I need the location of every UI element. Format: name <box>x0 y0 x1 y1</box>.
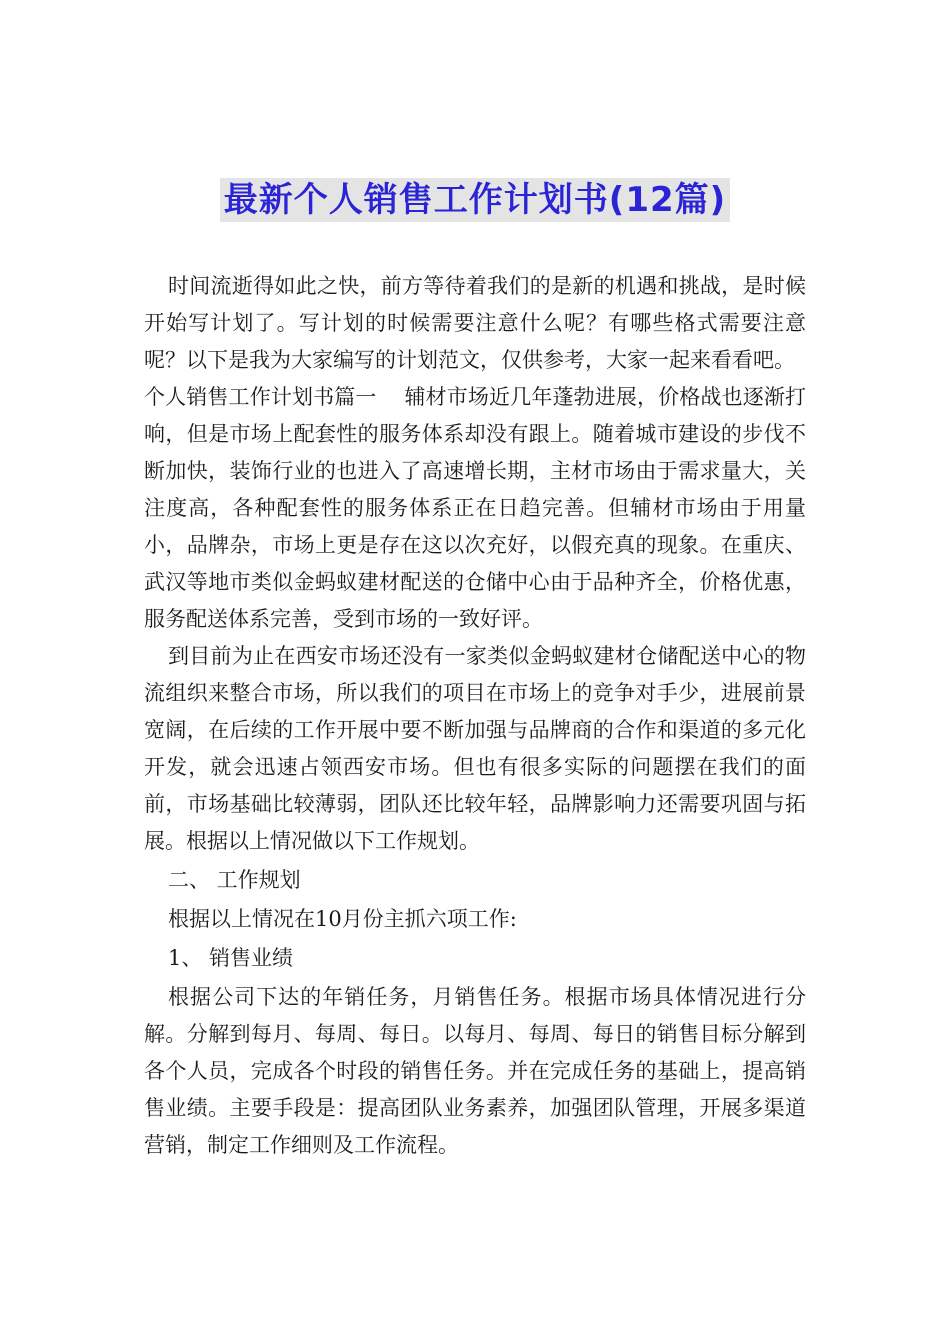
sales-performance-paragraph: 根据公司下达的年销任务，月销售任务。根据市场具体情况进行分解。分解到每月、每周、每日。以每月、每周、每日的销售目标分解到各个人员，完成各个时段的销售任务。并在完成任务的基础上，提高销售业绩。主要手段是：提高团队业务素养，加强团队管理，开展多渠道营销，制定工作细则及工作流程。 <box>144 985 806 1157</box>
document-body <box>144 268 806 1164</box>
section-heading-work-plan: 二、 工作规划 <box>168 868 301 892</box>
section-one-paragraph: 个人销售工作计划书篇一 辅材市场近几年蓬勃进展，价格战也逐渐打响，但是市场上配套性的服务体系却没有跟上。随着城市建设的步伐不断加快，装饰行业的也进入了高速增长期，主材市场由于需求量大，关注度高，各种配套性的服务体系正在日趋完善。但辅材市场由于用量小，品牌杂，市场上更是存在这以次充好，以假充真的现象。在重庆、武汉等地市类似金蚂蚁建材配送的仓储中心由于品种齐全，价格优惠，服务配送体系完善，受到市场的一致好评。 <box>144 385 806 631</box>
document-title: 最新个人销售工作计划书(12篇) <box>220 178 730 222</box>
sub-heading-sales-performance: 1、 销售业绩 <box>168 946 294 970</box>
market-analysis-paragraph: 到目前为止在西安市场还没有一家类似金蚂蚁建材仓储配送中心的物流组织来整合市场，所以我们的项目在市场上的竞争对手少，进展前景宽阔，在后续的工作开展中要不断加强与品牌商的合作和渠道的多元化开发，就会迅速占领西安市场。但也有很多实际的问题摆在我们的面前，市场基础比较薄弱，团队还比较年轻，品牌影响力还需要巩固与拓展。根据以上情况做以下工作规划。 <box>144 644 806 853</box>
intro-paragraph: 时间流逝得如此之快，前方等待着我们的是新的机遇和挑战，是时候开始写计划了。写计划的时候需要注意什么呢？有哪些格式需要注意呢？以下是我为大家编写的计划范文，仅供参考，大家一起来看看吧。 <box>144 274 806 372</box>
title-block <box>0 178 950 222</box>
plan-summary-paragraph: 根据以上情况在10月份主抓六项工作: <box>168 907 517 931</box>
